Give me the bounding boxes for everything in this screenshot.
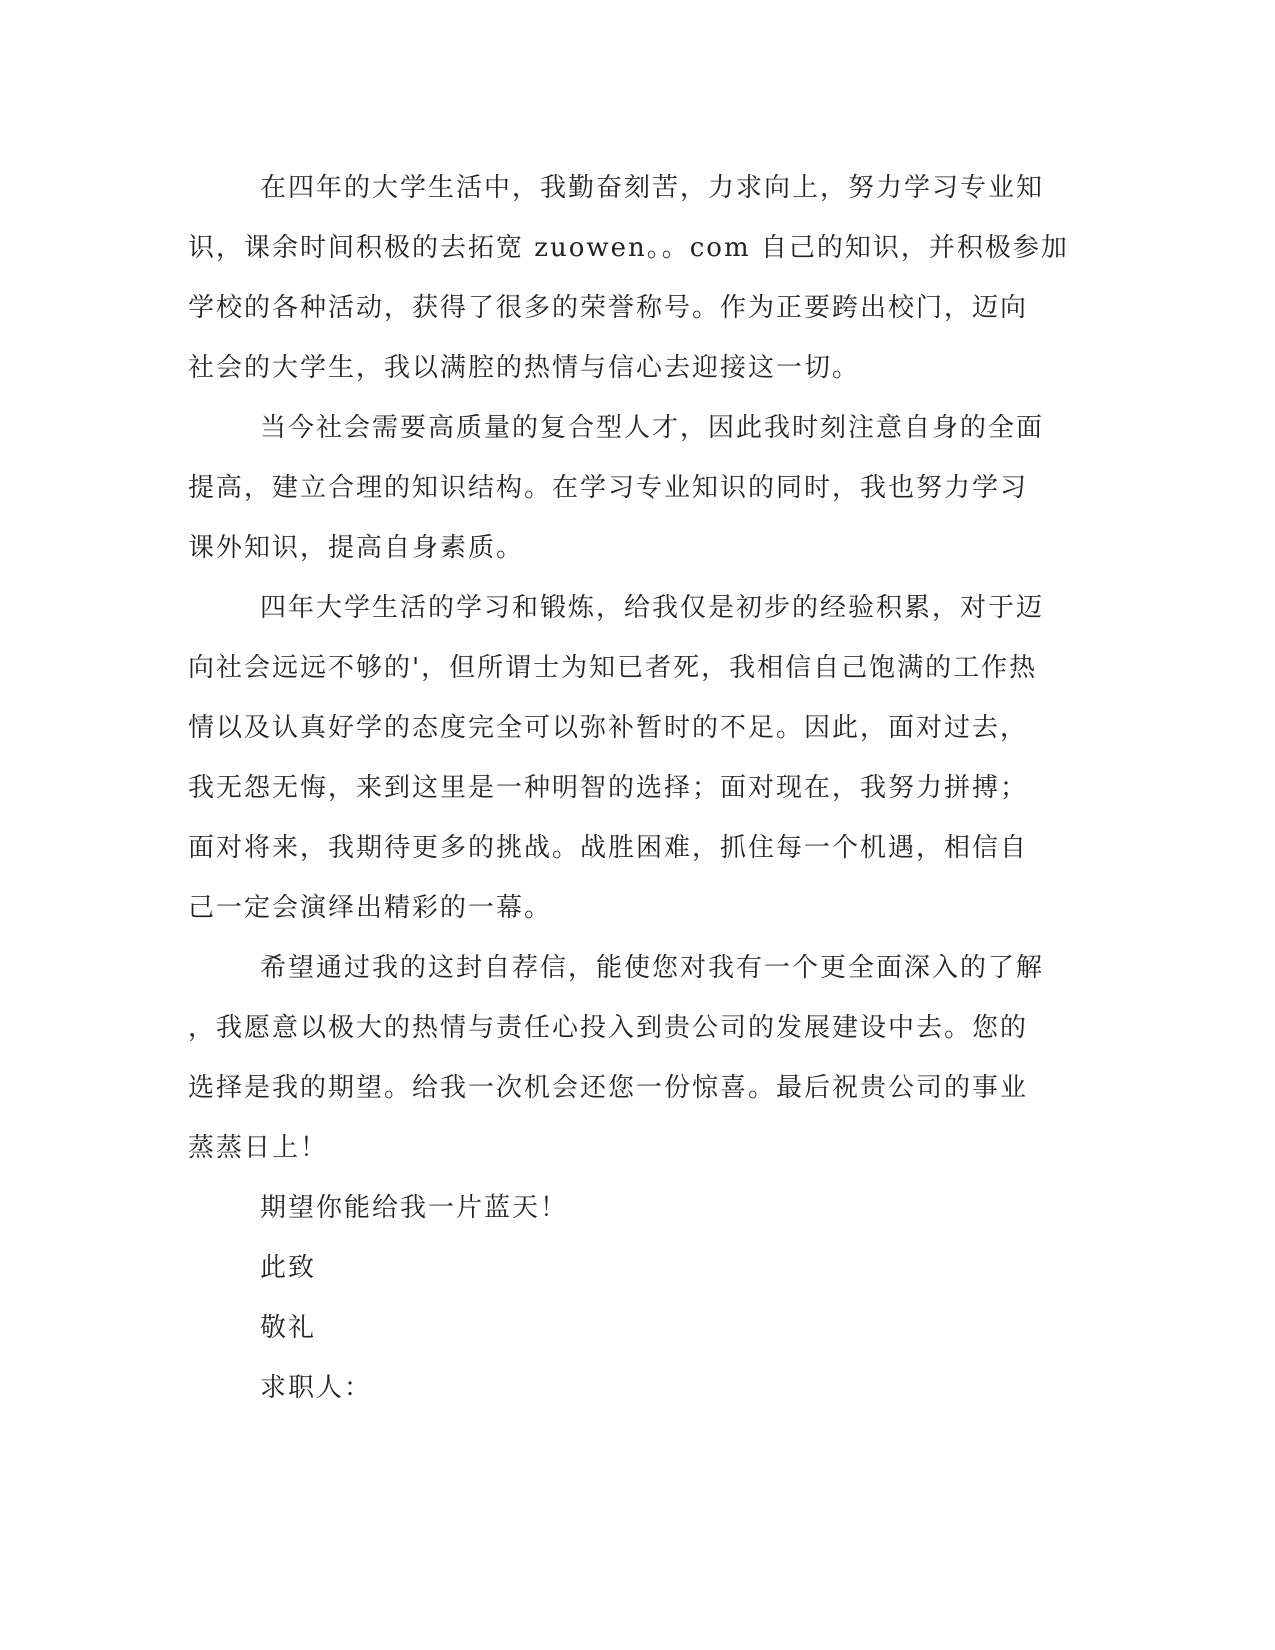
text-line: 课外知识，提高自身素质。 (188, 533, 525, 563)
paragraph-3 (188, 578, 1088, 938)
text-line: 我无怨无悔，来到这里是一种明智的选择；面对现在，我努力拼搏； (188, 773, 1029, 803)
text-line: 面对将来，我期待更多的挑战。战胜困难，抓住每一个机遇，相信自 (188, 833, 1029, 863)
hope-line: 期望你能给我一片蓝天！ (260, 1193, 569, 1223)
signature-label: 求职人： (260, 1373, 373, 1403)
text-line: 四年大学生活的学习和锻炼，给我仅是初步的经验积累，对于迈 (260, 593, 1045, 623)
text-line: 社会的大学生，我以满腔的热情与信心去迎接这一切。 (188, 353, 861, 383)
text-line: 蒸蒸日上！ (188, 1133, 329, 1163)
text-line: 识，课余时间积极的去拓宽 zuowen。。com 自己的知识，并积极参加 (188, 233, 1069, 263)
text-line: 己一定会演绎出精彩的一幕。 (188, 893, 553, 923)
text-line: 希望通过我的这封自荐信，能使您对我有一个更全面深入的了解 (260, 953, 1045, 983)
text-line: 学校的各种活动，获得了很多的荣誉称号。作为正要跨出校门，迈向 (188, 293, 1029, 323)
closing-salutation: 此致 (260, 1253, 317, 1283)
text-line: 选择是我的期望。给我一次机会还您一份惊喜。最后祝贵公司的事业 (188, 1073, 1029, 1103)
paragraph-4 (188, 938, 1088, 1178)
text-line: 向社会远远不够的'，但所谓士为知已者死，我相信自己饱满的工作热 (188, 653, 1038, 683)
text-line: ，我愿意以极大的热情与责任心投入到贵公司的发展建设中去。您的 (188, 1013, 1029, 1043)
paragraph-2 (188, 398, 1088, 578)
text-line: 当今社会需要高质量的复合型人才，因此我时刻注意自身的全面 (260, 413, 1045, 443)
text-line: 情以及认真好学的态度完全可以弥补暂时的不足。因此，面对过去， (188, 713, 1029, 743)
paragraph-1 (188, 158, 1088, 398)
closing-regards: 敬礼 (260, 1313, 317, 1343)
text-line: 在四年的大学生活中，我勤奋刻苦，力求向上，努力学习专业知 (260, 173, 1045, 203)
text-line: 提高，建立合理的知识结构。在学习专业知识的同时，我也努力学习 (188, 473, 1029, 503)
cover-letter-body (188, 158, 1088, 1418)
